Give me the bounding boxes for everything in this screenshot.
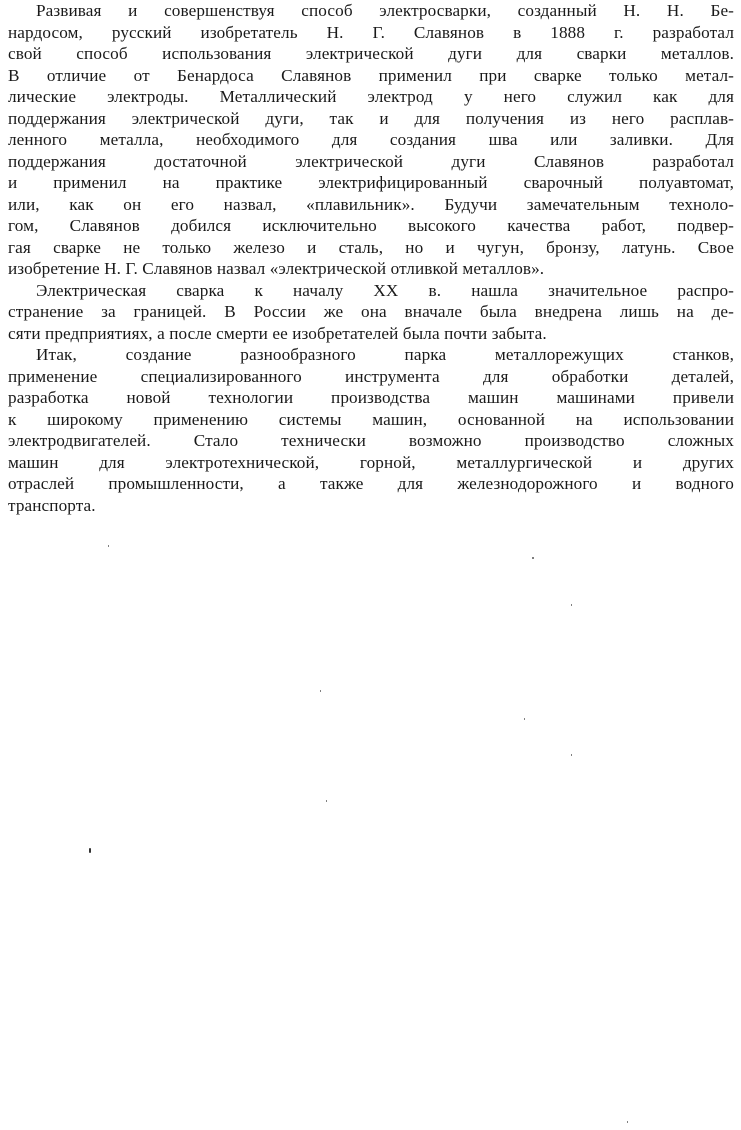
scan-speck <box>532 557 534 559</box>
paragraph-1-line-2: нардосом, русский изобретатель Н. Г. Славянов в 1888 г. разработал <box>8 22 734 42</box>
paragraph-1-line-5: лические электроды. Металлический электрод у него служил как для <box>8 87 734 106</box>
paragraph-3-line-6: машин для электротехнической, горной, металлургической и других <box>8 452 734 472</box>
paragraph-1-line-6: поддержания электрической дуги, так и для получения из него расплав- <box>8 108 734 128</box>
paragraph-1-line-12: гая сварке не только железо и сталь, но и чугун, бронзу, латунь. Свое <box>8 237 734 257</box>
paragraph-3-line-7: отраслей промышленности, а также для железнодорожного и водного <box>8 474 734 493</box>
paragraph-1-line-9: и применил на практике электрифицированный сварочный полуавтомат, <box>8 173 734 192</box>
paragraph-1-line-4: В отличие от Бенардоса Славянов применил при сварке только метал- <box>8 65 734 85</box>
paragraph-1-line-11: гом, Славянов добился исключительно высокого качества работ, подвер- <box>8 216 734 235</box>
paragraph-1-line-13: изобретение Н. Г. Славянов назвал «электрической отливкой металлов». <box>8 259 545 278</box>
paragraph-3-line-8: транспорта. <box>8 495 96 515</box>
paragraph-3-line-1: Итак, создание разнообразного парка металлорежущих станков, <box>36 345 734 364</box>
paragraph-3-line-3: разработка новой технологии производства машин машинами привели <box>8 388 734 407</box>
scan-speck <box>108 545 109 547</box>
paragraph-1-line-10: или, как он его назвал, «плавильник». Будучи замечательным техноло- <box>8 194 734 214</box>
scan-speck <box>627 1121 628 1123</box>
scan-speck <box>320 690 321 692</box>
paragraph-1-line-7: ленного металла, необходимого для создания шва или заливки. Для <box>8 130 734 149</box>
paragraph-1-line-3: свой способ использования электрической дуги для сварки металлов. <box>8 44 734 63</box>
paragraph-3-line-4: к широкому применению системы машин, основанной на использовании <box>8 409 734 429</box>
paragraph-1-line-8: поддержания достаточной электрической дуги Славянов разработал <box>8 151 734 171</box>
paragraph-2-line-1: Электрическая сварка к началу XX в. нашла значительное распро- <box>36 280 734 300</box>
scan-speck <box>571 754 572 756</box>
paragraph-2-line-3: сяти предприятиях, а после смерти ее изобретателей была почти забыта. <box>8 323 547 343</box>
scan-speck <box>89 848 91 853</box>
body-text <box>8 0 734 516</box>
scan-speck <box>571 604 572 606</box>
paragraph-1-line-1: Развивая и совершенствуя способ электросварки, созданный Н. Н. Бе- <box>36 1 734 20</box>
paragraph-2-line-2: странение за границей. В России же она вначале была внедрена лишь на де- <box>8 302 734 321</box>
paragraph-3-line-2: применение специализированного инструмента для обработки деталей, <box>8 366 734 386</box>
scan-speck <box>326 800 327 802</box>
scan-speck <box>524 718 525 720</box>
paragraph-3-line-5: электродвигателей. Стало технически возможно производство сложных <box>8 431 734 450</box>
